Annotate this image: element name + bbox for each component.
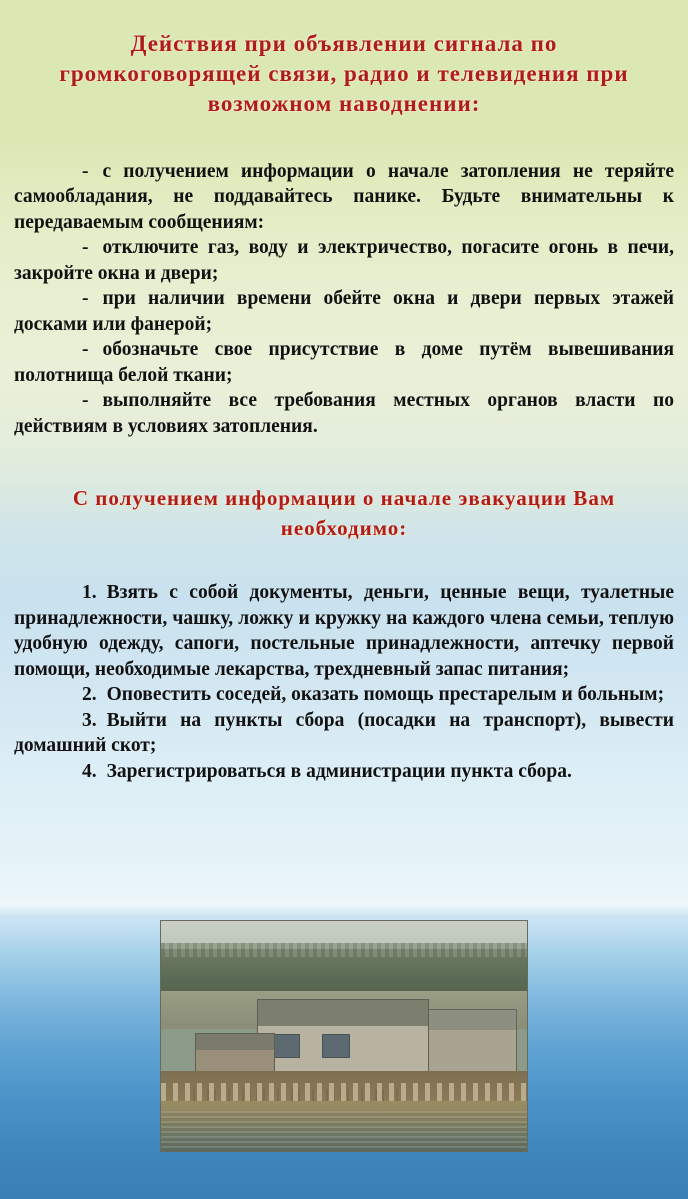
spacer [0,439,688,455]
list-item [14,388,674,439]
list-item [14,708,674,759]
list-marker: 1. [82,582,97,604]
list-marker: 2. [82,684,97,706]
page-title: Действия при объявлении сигнала по громкоговорящей связи, радио и телевидения при возможном наводнении: [59,31,629,117]
list-text: выполняйте все требования местных органов власти по действиям в условиях затопления. [14,390,674,437]
list-text: Выйти на пункты сбора (посадки на транспорт), вывести домашний скот; [14,709,674,757]
list-item [14,682,674,708]
bullet-list [0,155,688,440]
list-text: обозначьте свое присутствие в доме путём вывешивания полотнища белой ткани; [14,339,674,386]
list-marker: 3. [82,709,97,731]
list-item [14,580,674,682]
list-text: Взять с собой документы, деньги, ценные вещи, туалетные принадлежности, чашку, ложку и кружку на каждого члена семьи, теплую удобную одежду, сапоги, постельные принадлежности, аптечку первой помощи, необходимые лекарства, трехдневный запас питания; [14,582,674,680]
photo-floodwater [161,1101,527,1152]
list-marker: - [82,237,89,259]
list-text: при наличии времени обейте окна и двери первых этажей досками или фанерой; [14,288,674,335]
list-text: Оповестить соседей, оказать помощь престарелым и больным; [106,684,665,706]
list-item [14,337,674,388]
numbered-list [0,576,688,784]
list-item [14,759,674,785]
spacer [0,566,688,576]
photo-forest [161,949,527,995]
list-item [14,159,674,236]
list-item [14,286,674,337]
list-marker: - [82,160,89,182]
list-marker: - [82,339,89,361]
spacer [0,139,688,155]
list-item [14,235,674,286]
list-marker: - [82,288,89,310]
list-text: Зарегистрироваться в администрации пункта сбора. [106,760,572,782]
list-marker: 4. [82,760,97,782]
list-text: отключите газ, воду и электричество, погасите огонь в печи, закройте окна и двери; [14,237,674,284]
section-title-evacuation: С получением информации о начале эвакуации Вам необходимо: [72,485,616,540]
flood-photo [160,920,528,1152]
list-marker: - [82,390,89,412]
list-text: с получением информации о начале затопления не теряйте самообладания, не поддавайтесь панике. Будьте внимательны к передаваемым сообщениям: [14,160,674,233]
